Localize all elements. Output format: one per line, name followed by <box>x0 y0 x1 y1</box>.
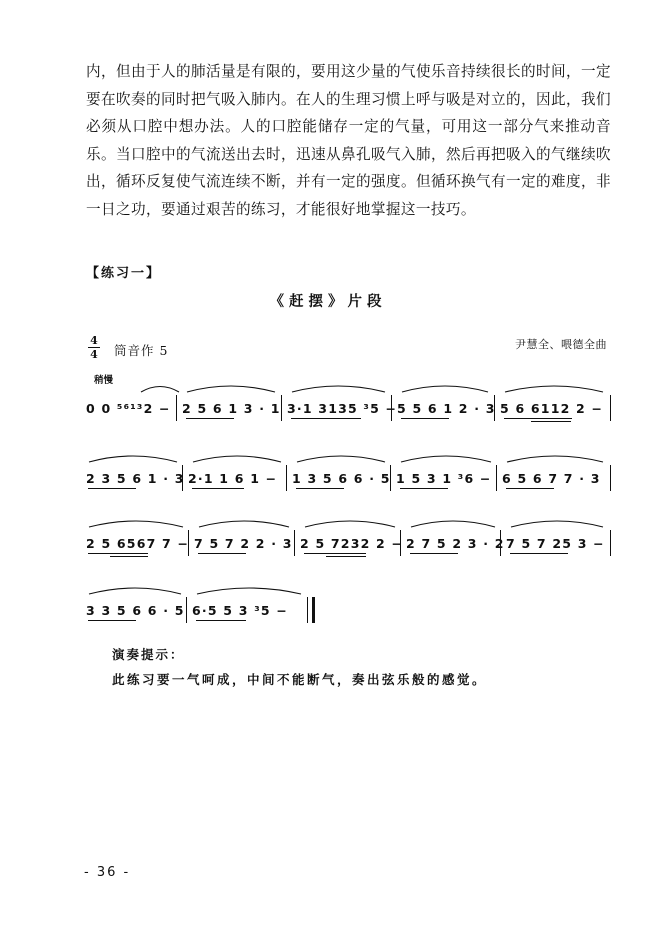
slur <box>140 383 180 393</box>
time-signature-numerator: 4 <box>90 334 98 347</box>
underline <box>296 488 344 489</box>
barline <box>391 395 392 421</box>
slur <box>506 453 604 463</box>
slur <box>192 453 282 463</box>
page-number: - 36 - <box>84 865 131 880</box>
underline <box>88 553 148 554</box>
underline <box>186 418 234 419</box>
underline <box>291 418 361 419</box>
barline <box>186 597 187 623</box>
underline <box>400 488 448 489</box>
barline <box>610 395 611 421</box>
barline <box>286 465 287 491</box>
performance-tips-label: 演奏提示： <box>112 647 185 662</box>
slur <box>296 453 386 463</box>
slur <box>410 518 496 528</box>
slur <box>504 383 604 393</box>
slur <box>196 585 302 595</box>
barline <box>494 395 495 421</box>
final-barline <box>312 597 315 623</box>
performance-tips-text: 此练习要一气呵成，中间不能断气，奏出弦乐般的感觉。 <box>112 672 488 687</box>
underline <box>198 553 246 554</box>
underline <box>88 488 136 489</box>
underline <box>110 556 148 557</box>
barline <box>390 465 391 491</box>
slur <box>510 518 604 528</box>
score-line-4: 3 3 5 6 6 · 5 6·5 5 3 ³5 − <box>86 577 616 629</box>
tempo-marking: 稍慢 <box>94 375 114 386</box>
tuning-note: 筒音作 5 <box>114 343 169 358</box>
barline <box>182 465 183 491</box>
underline <box>510 553 568 554</box>
underline <box>506 488 554 489</box>
underline <box>304 553 366 554</box>
time-signature-denominator: 4 <box>90 348 98 361</box>
barline <box>496 465 497 491</box>
body-paragraph: 内，但由于人的肺活量是有限的，要用这少量的气使乐音持续很长的时间，一定要在吹奏的同时把气吸入肺内。在人的生理习惯上呼与吸是对立的，因此，我们必须从口腔中想办法。人的口腔能储存一定的气量，可用这一部分气来推动音乐。当口腔中的气流送出去时，迅速从鼻孔吸气入肺，然后再把吸入的气继续吹出，循环反复使气流连续不断，并有一定的强度。但循环换气有一定的难度，非一日之功，要通过艰苦的练习，才能很好地掌握这一技巧。 <box>86 63 611 218</box>
slur <box>198 518 290 528</box>
underline <box>531 421 571 422</box>
slur <box>291 383 386 393</box>
barline <box>294 530 295 556</box>
barline <box>176 395 177 421</box>
underline <box>196 620 246 621</box>
score-line-3: 2 5 6567 7 − 7 5 7 2 2 · 3 2 5 7232 2 − 2 7 5 2 3 · 2 7 5 7 25 3 − <box>86 510 616 562</box>
time-signature <box>88 335 100 360</box>
slur <box>401 383 489 393</box>
score-line-2: 2 3 5 6 1 · 3 2·1 1 6 1 − 1 3 5 6 6 · 5 1 5 3 1 ³6 − 6 5 6 7 7 · 3 <box>86 445 616 497</box>
slur <box>88 585 182 595</box>
barline <box>307 597 308 623</box>
barline <box>500 530 501 556</box>
barline <box>610 530 611 556</box>
barline <box>400 530 401 556</box>
underline <box>88 620 136 621</box>
slur <box>88 518 184 528</box>
underline <box>401 418 449 419</box>
slur <box>186 383 276 393</box>
slur <box>88 453 178 463</box>
slur <box>400 453 492 463</box>
barline <box>610 465 611 491</box>
underline <box>410 553 458 554</box>
piece-title: 《赶摆》片段 <box>269 293 387 310</box>
underline <box>192 488 244 489</box>
barline <box>281 395 282 421</box>
barline <box>188 530 189 556</box>
slur <box>304 518 396 528</box>
underline <box>326 556 366 557</box>
underline <box>504 418 572 419</box>
exercise-label: 【练习一】 <box>86 266 162 281</box>
score-line-1: 0 0 ⁵⁶¹³2 − 2 5 6 1 3 · 1 3·1 3135 ³5 − 5 5 6 1 2 · 3 5 6 6112 2 − <box>86 375 616 427</box>
composer-credit: 尹慧全、喂德全曲 <box>515 338 607 351</box>
